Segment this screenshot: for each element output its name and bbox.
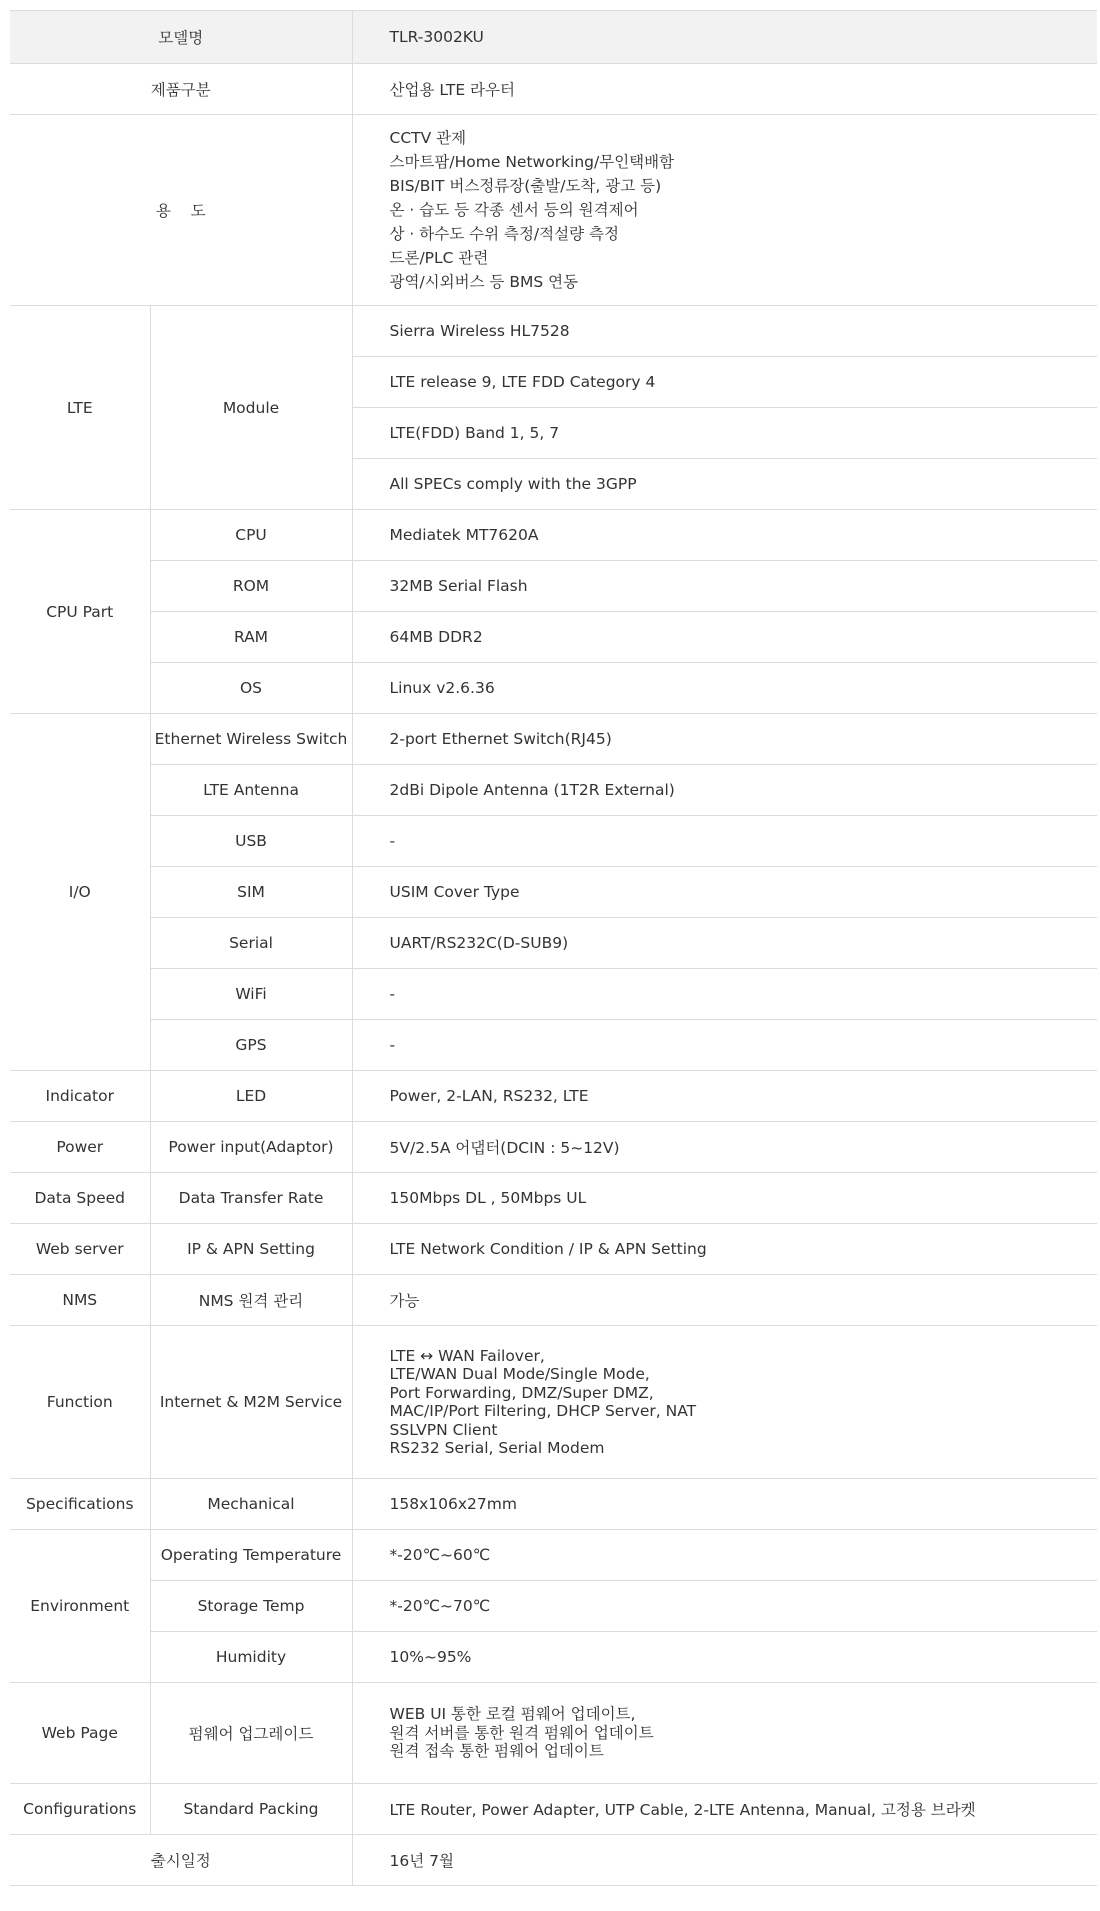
os-value: Linux v2.6.36 [352, 663, 1097, 714]
power-label: Power [10, 1122, 150, 1173]
gps-value: - [352, 1020, 1097, 1071]
product-type-value: 산업용 LTE 라우터 [352, 64, 1097, 115]
function-value [352, 1326, 1097, 1479]
table-row-io-wifi [10, 969, 1097, 1020]
table-row-function [10, 1326, 1097, 1479]
sim-sub-label: SIM [150, 867, 352, 918]
configurations-value: LTE Router, Power Adapter, UTP Cable, 2-LTE Antenna, Manual, 고정용 브라켓 [352, 1784, 1097, 1835]
specifications-label: Specifications [10, 1479, 150, 1530]
usb-value: - [352, 816, 1097, 867]
web-page-line: WEB UI 통한 로컬 펌웨어 업데이트, [389, 1705, 636, 1724]
firmware-upgrade-sub-label: 펌웨어 업그레이드 [150, 1683, 352, 1784]
table-row-data-speed [10, 1173, 1097, 1224]
table-row-model [10, 11, 1097, 64]
antenna-value: 2dBi Dipole Antenna (1T2R External) [352, 765, 1097, 816]
product-type-label: 제품구분 [10, 64, 352, 115]
table-row-usage [10, 115, 1097, 306]
power-value: 5V/2.5A 어댑터(DCIN : 5~12V) [352, 1122, 1097, 1173]
cpu-value: Mediatek MT7620A [352, 510, 1097, 561]
release-value: 16년 7월 [352, 1835, 1097, 1886]
wifi-value: - [352, 969, 1097, 1020]
lte-module-label: Module [150, 306, 352, 510]
release-label: 출시일정 [10, 1835, 352, 1886]
usage-label: 용 도 [10, 115, 352, 306]
lte-value: Sierra Wireless HL7528 [352, 306, 1097, 357]
ethernet-value: 2-port Ethernet Switch(RJ45) [352, 714, 1097, 765]
indicator-value: Power, 2-LAN, RS232, LTE [352, 1071, 1097, 1122]
table-row-configurations [10, 1784, 1097, 1835]
web-page-line: 원격 접속 통한 펌웨어 업데이트 [389, 1742, 604, 1761]
os-sub-label: OS [150, 663, 352, 714]
indicator-label: Indicator [10, 1071, 150, 1122]
mechanical-sub-label: Mechanical [150, 1479, 352, 1530]
antenna-sub-label: LTE Antenna [150, 765, 352, 816]
function-line: LTE/WAN Dual Mode/Single Mode, [389, 1365, 650, 1383]
operating-temp-value: *-20℃~60℃ [352, 1530, 1097, 1581]
storage-temp-value: *-20℃~70℃ [352, 1581, 1097, 1632]
table-row-web-page [10, 1683, 1097, 1784]
table-row-io-serial [10, 918, 1097, 969]
table-row-io-usb [10, 816, 1097, 867]
nms-label: NMS [10, 1275, 150, 1326]
table-row-io-antenna [10, 765, 1097, 816]
table-row-nms [10, 1275, 1097, 1326]
led-sub-label: LED [150, 1071, 352, 1122]
usage-line: 광역/시외버스 등 BMS 연동 [389, 273, 579, 291]
io-label: I/O [10, 714, 150, 1071]
function-line: LTE ↔ WAN Failover, [389, 1346, 545, 1365]
table-row-io-gps [10, 1020, 1097, 1071]
table-row-rom [10, 561, 1097, 612]
table-row-io-sim [10, 867, 1097, 918]
usb-sub-label: USB [150, 816, 352, 867]
table-row-cpu [10, 510, 1097, 561]
wifi-sub-label: WiFi [150, 969, 352, 1020]
web-page-label: Web Page [10, 1683, 150, 1784]
usage-line: 스마트팜/Home Networking/무인택배함 [389, 153, 675, 171]
cpu-part-label: CPU Part [10, 510, 150, 714]
table-row-lte-1 [10, 306, 1097, 357]
table-row-io-ethernet [10, 714, 1097, 765]
lte-label: LTE [10, 306, 150, 510]
mechanical-value: 158x106x27mm [352, 1479, 1097, 1530]
lte-value: LTE release 9, LTE FDD Category 4 [352, 357, 1097, 408]
configurations-label: Configurations [10, 1784, 150, 1835]
rom-value: 32MB Serial Flash [352, 561, 1097, 612]
lte-value: All SPECs comply with the 3GPP [352, 459, 1097, 510]
usage-value [352, 115, 1097, 306]
lte-value: LTE(FDD) Band 1, 5, 7 [352, 408, 1097, 459]
data-speed-sub-label: Data Transfer Rate [150, 1173, 352, 1224]
table-row-ram [10, 612, 1097, 663]
table-row-env-humidity [10, 1632, 1097, 1683]
usage-line: CCTV 관제 [389, 129, 467, 147]
web-page-line: 원격 서버를 통한 원격 펌웨어 업데이트 [389, 1723, 654, 1742]
ram-value: 64MB DDR2 [352, 612, 1097, 663]
standard-packing-sub-label: Standard Packing [150, 1784, 352, 1835]
data-speed-value: 150Mbps DL , 50Mbps UL [352, 1173, 1097, 1224]
rom-sub-label: ROM [150, 561, 352, 612]
environment-label: Environment [10, 1530, 150, 1683]
table-row-release [10, 1835, 1097, 1886]
model-label: 모델명 [10, 11, 352, 64]
nms-value: 가능 [352, 1275, 1097, 1326]
model-value: TLR-3002KU [352, 11, 1097, 64]
function-line: MAC/IP/Port Filtering, DHCP Server, NAT [389, 1402, 697, 1420]
table-row-product-type [10, 64, 1097, 115]
table-row-os [10, 663, 1097, 714]
web-server-label: Web server [10, 1224, 150, 1275]
data-speed-label: Data Speed [10, 1173, 150, 1224]
function-label: Function [10, 1326, 150, 1479]
function-line: Port Forwarding, DMZ/Super DMZ, [389, 1383, 654, 1402]
humidity-value: 10%~95% [352, 1632, 1097, 1683]
nms-sub-label: NMS 원격 관리 [150, 1275, 352, 1326]
serial-sub-label: Serial [150, 918, 352, 969]
function-sub-label: Internet & M2M Service [150, 1326, 352, 1479]
table-row-env-storage [10, 1581, 1097, 1632]
usage-line: 온 · 습도 등 각종 센서 등의 원격제어 [389, 201, 639, 219]
table-row-env-operating [10, 1530, 1097, 1581]
table-row-web-server [10, 1224, 1097, 1275]
operating-temp-sub-label: Operating Temperature [150, 1530, 352, 1581]
spec-table [10, 10, 1097, 1886]
humidity-sub-label: Humidity [150, 1632, 352, 1683]
function-line: RS232 Serial, Serial Modem [389, 1439, 605, 1457]
function-line: SSLVPN Client [389, 1420, 498, 1439]
power-sub-label: Power input(Adaptor) [150, 1122, 352, 1173]
usage-line: 드론/PLC 관련 [389, 249, 489, 267]
web-page-value [352, 1683, 1097, 1784]
table-row-power [10, 1122, 1097, 1173]
cpu-sub-label: CPU [150, 510, 352, 561]
ram-sub-label: RAM [150, 612, 352, 663]
table-row-indicator [10, 1071, 1097, 1122]
web-server-value: LTE Network Condition / IP & APN Setting [352, 1224, 1097, 1275]
usage-line: 상 · 하수도 수위 측정/적설량 측정 [389, 225, 619, 243]
table-row-specifications [10, 1479, 1097, 1530]
storage-temp-sub-label: Storage Temp [150, 1581, 352, 1632]
gps-sub-label: GPS [150, 1020, 352, 1071]
ethernet-sub-label: Ethernet Wireless Switch [150, 714, 352, 765]
serial-value: UART/RS232C(D-SUB9) [352, 918, 1097, 969]
usage-line: BIS/BIT 버스정류장(출발/도착, 광고 등) [389, 177, 662, 195]
web-server-sub-label: IP & APN Setting [150, 1224, 352, 1275]
sim-value: USIM Cover Type [352, 867, 1097, 918]
